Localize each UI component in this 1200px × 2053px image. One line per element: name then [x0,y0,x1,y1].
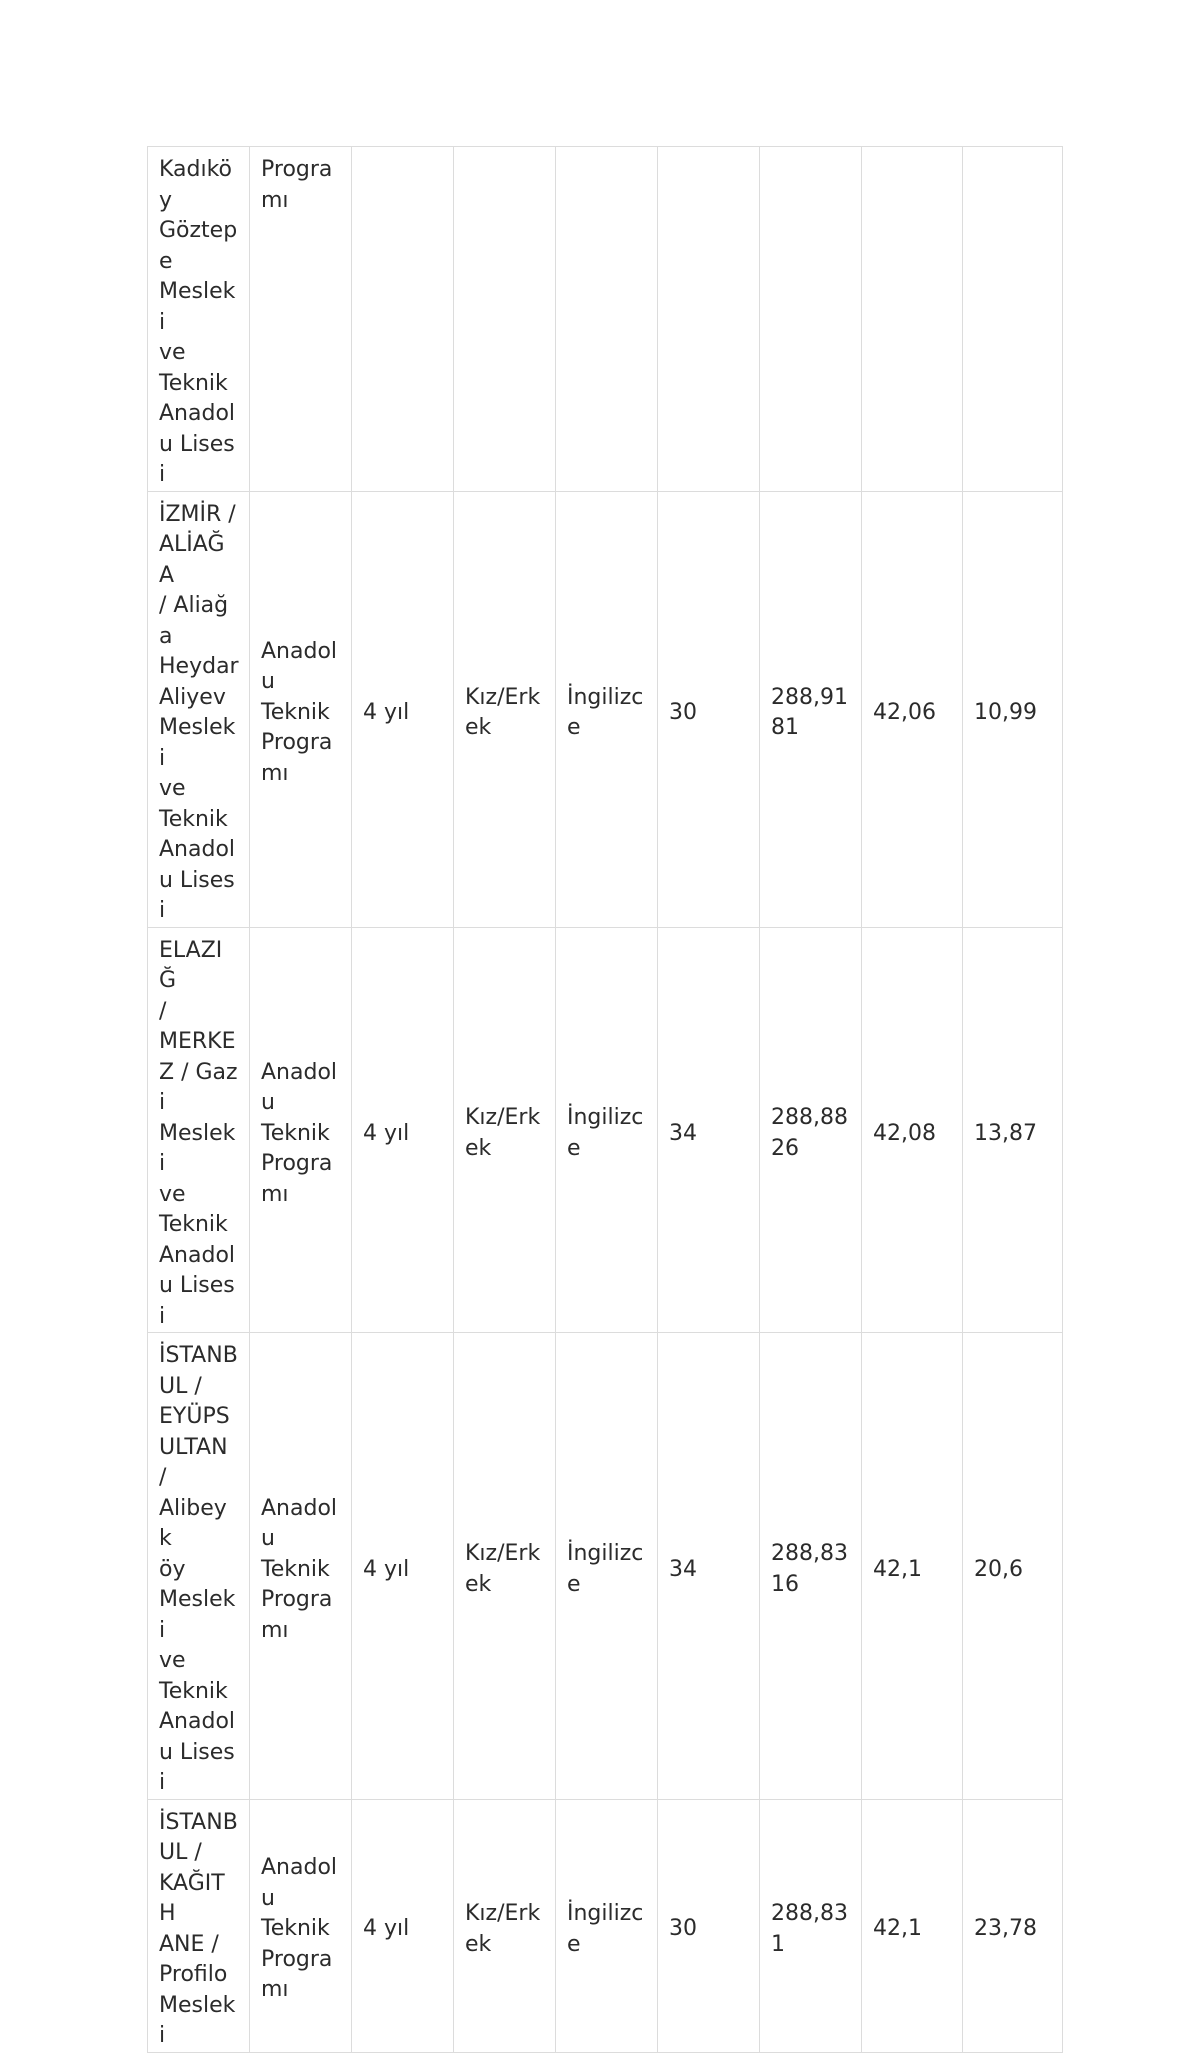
language-cell: İngilizc e [556,927,658,1333]
quota-cell: 30 [658,1799,760,2052]
school-cell: İSTANB UL / EYÜPS ULTAN / Alibeyk öy Mesleki ve Teknik Anadol u Lisesi [148,1333,250,1800]
gender-cell [454,147,556,492]
program-cell: Anadol u Teknik Progra mı [250,927,352,1333]
score-cell: 288,88 26 [760,927,862,1333]
language-cell: İngilizc e [556,1333,658,1800]
gender-cell: Kız/Erk ek [454,1333,556,1800]
language-cell: İngilizc e [556,491,658,927]
score-cell: 288,91 81 [760,491,862,927]
program-cell: Anadol u Teknik Progra mı [250,1799,352,2052]
table-row [148,927,1063,1333]
score-cell [760,147,862,492]
percentile-a-cell: 42,08 [862,927,963,1333]
quota-cell: 34 [658,927,760,1333]
duration-cell: 4 yıl [352,1333,454,1800]
school-results-table [147,146,1063,2053]
percentile-a-cell: 42,1 [862,1799,963,2052]
table-row [148,1799,1063,2052]
percentile-a-cell [862,147,963,492]
language-cell [556,147,658,492]
school-cell: İSTANB UL / KAĞITH ANE / Profilo Mesleki [148,1799,250,2052]
gender-cell: Kız/Erk ek [454,491,556,927]
percentile-b-cell: 13,87 [963,927,1063,1333]
gender-cell: Kız/Erk ek [454,1799,556,2052]
school-cell: ELAZIĞ / MERKE Z / Gazi Mesleki ve Teknik Anadol u Lisesi [148,927,250,1333]
program-cell: Anadol u Teknik Progra mı [250,1333,352,1800]
duration-cell [352,147,454,492]
gender-cell: Kız/Erk ek [454,927,556,1333]
score-cell: 288,83 1 [760,1799,862,2052]
duration-cell: 4 yıl [352,1799,454,2052]
percentile-b-cell: 10,99 [963,491,1063,927]
percentile-a-cell: 42,06 [862,491,963,927]
program-cell: Progra mı [250,147,352,492]
duration-cell: 4 yıl [352,927,454,1333]
percentile-a-cell: 42,1 [862,1333,963,1800]
school-cell: Kadıkö y Göztep e Mesleki ve Teknik Anadol u Lisesi [148,147,250,492]
language-cell: İngilizc e [556,1799,658,2052]
duration-cell: 4 yıl [352,491,454,927]
table-row [148,1333,1063,1800]
percentile-b-cell: 23,78 [963,1799,1063,2052]
score-cell: 288,83 16 [760,1333,862,1800]
program-cell: Anadol u Teknik Progra mı [250,491,352,927]
table-row [148,147,1063,492]
percentile-b-cell [963,147,1063,492]
quota-cell: 34 [658,1333,760,1800]
table-row [148,491,1063,927]
school-cell: İZMİR / ALİAĞA / Aliağa Heydar Aliyev Mesleki ve Teknik Anadol u Lisesi [148,491,250,927]
percentile-b-cell: 20,6 [963,1333,1063,1800]
quota-cell [658,147,760,492]
quota-cell: 30 [658,491,760,927]
